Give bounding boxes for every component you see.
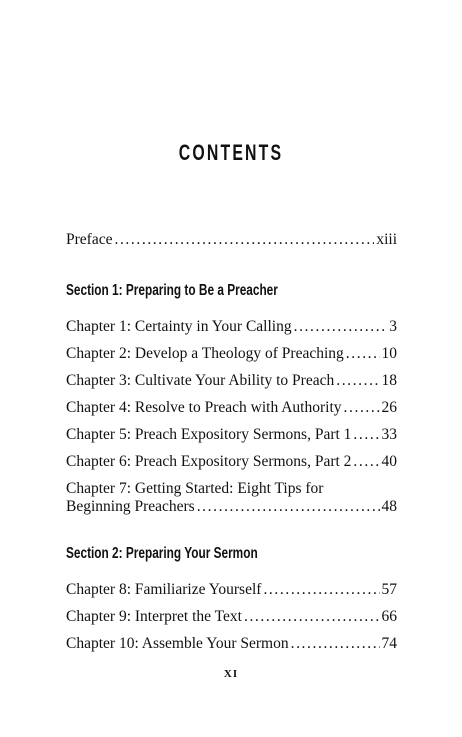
- dot-leader: [244, 607, 380, 627]
- toc-entry-label: Chapter 10: Assemble Your Sermon: [66, 635, 289, 652]
- section-heading-2: Section 2: Preparing Your Sermon: [66, 545, 258, 562]
- toc-entry-page: 66: [381, 608, 397, 625]
- toc-entry-page: 10: [381, 345, 397, 362]
- toc-entry-label: Chapter 5: Preach Expository Sermons, Part 1: [66, 426, 352, 443]
- dot-leader: [353, 425, 379, 445]
- toc-entry-label: Beginning Preachers: [66, 498, 195, 515]
- toc-entry-label: Chapter 1: Certainty in Your Calling: [66, 318, 292, 335]
- dot-leader: [291, 634, 380, 654]
- page-number: XI: [223, 668, 239, 680]
- toc-entry-chapter-2: [66, 344, 397, 364]
- toc-entry-label: Chapter 4: Resolve to Preach with Authority: [66, 399, 342, 416]
- toc-entry-label: Chapter 2: Develop a Theology of Preaching: [66, 345, 344, 362]
- toc-entry-page: 74: [381, 635, 397, 652]
- toc-entry-chapter-6: [66, 452, 397, 472]
- dot-leader: [263, 580, 379, 600]
- toc-entry-page: 57: [381, 581, 397, 598]
- toc-entry-chapter-7-line1: Chapter 7: Getting Started: Eight Tips for: [66, 480, 324, 497]
- toc-entry-label: Chapter 9: Interpret the Text: [66, 608, 242, 625]
- toc-entry-chapter-3: [66, 371, 397, 391]
- dot-leader: [197, 497, 380, 517]
- dot-leader: [353, 452, 379, 472]
- toc-entry-page: 33: [381, 426, 397, 443]
- toc-entry-page: 40: [381, 453, 397, 470]
- dot-leader: [114, 230, 374, 250]
- dot-leader: [346, 344, 380, 364]
- toc-entry-label: Chapter 3: Cultivate Your Ability to Preach: [66, 372, 335, 389]
- toc-entry-page: 18: [381, 372, 397, 389]
- toc-entry-page: xiii: [376, 231, 397, 248]
- toc-entry-chapter-8: [66, 580, 397, 600]
- toc-entry-label: Chapter 6: Preach Expository Sermons, Part 2: [66, 453, 352, 470]
- toc-entry-chapter-1: [66, 317, 397, 337]
- page-title: CONTENTS: [178, 140, 284, 165]
- toc-entry-page: 48: [381, 498, 397, 515]
- dot-leader: [336, 371, 379, 391]
- toc-entry-page: 26: [381, 399, 397, 416]
- toc-entry-chapter-10: [66, 634, 397, 654]
- dot-leader: [294, 317, 388, 337]
- section-heading-1: Section 1: Preparing to Be a Preacher: [66, 282, 278, 299]
- toc-entry-preface: [66, 230, 397, 250]
- toc-entry-chapter-7: [66, 497, 397, 517]
- toc-entry-label: Preface: [66, 231, 113, 248]
- toc-entry-chapter-9: [66, 607, 397, 627]
- dot-leader: [344, 398, 380, 418]
- toc-entry-chapter-4: [66, 398, 397, 418]
- toc-entry-chapter-5: [66, 425, 397, 445]
- toc-entry-page: 3: [389, 318, 397, 335]
- toc-entry-label: Chapter 8: Familiarize Yourself: [66, 581, 262, 598]
